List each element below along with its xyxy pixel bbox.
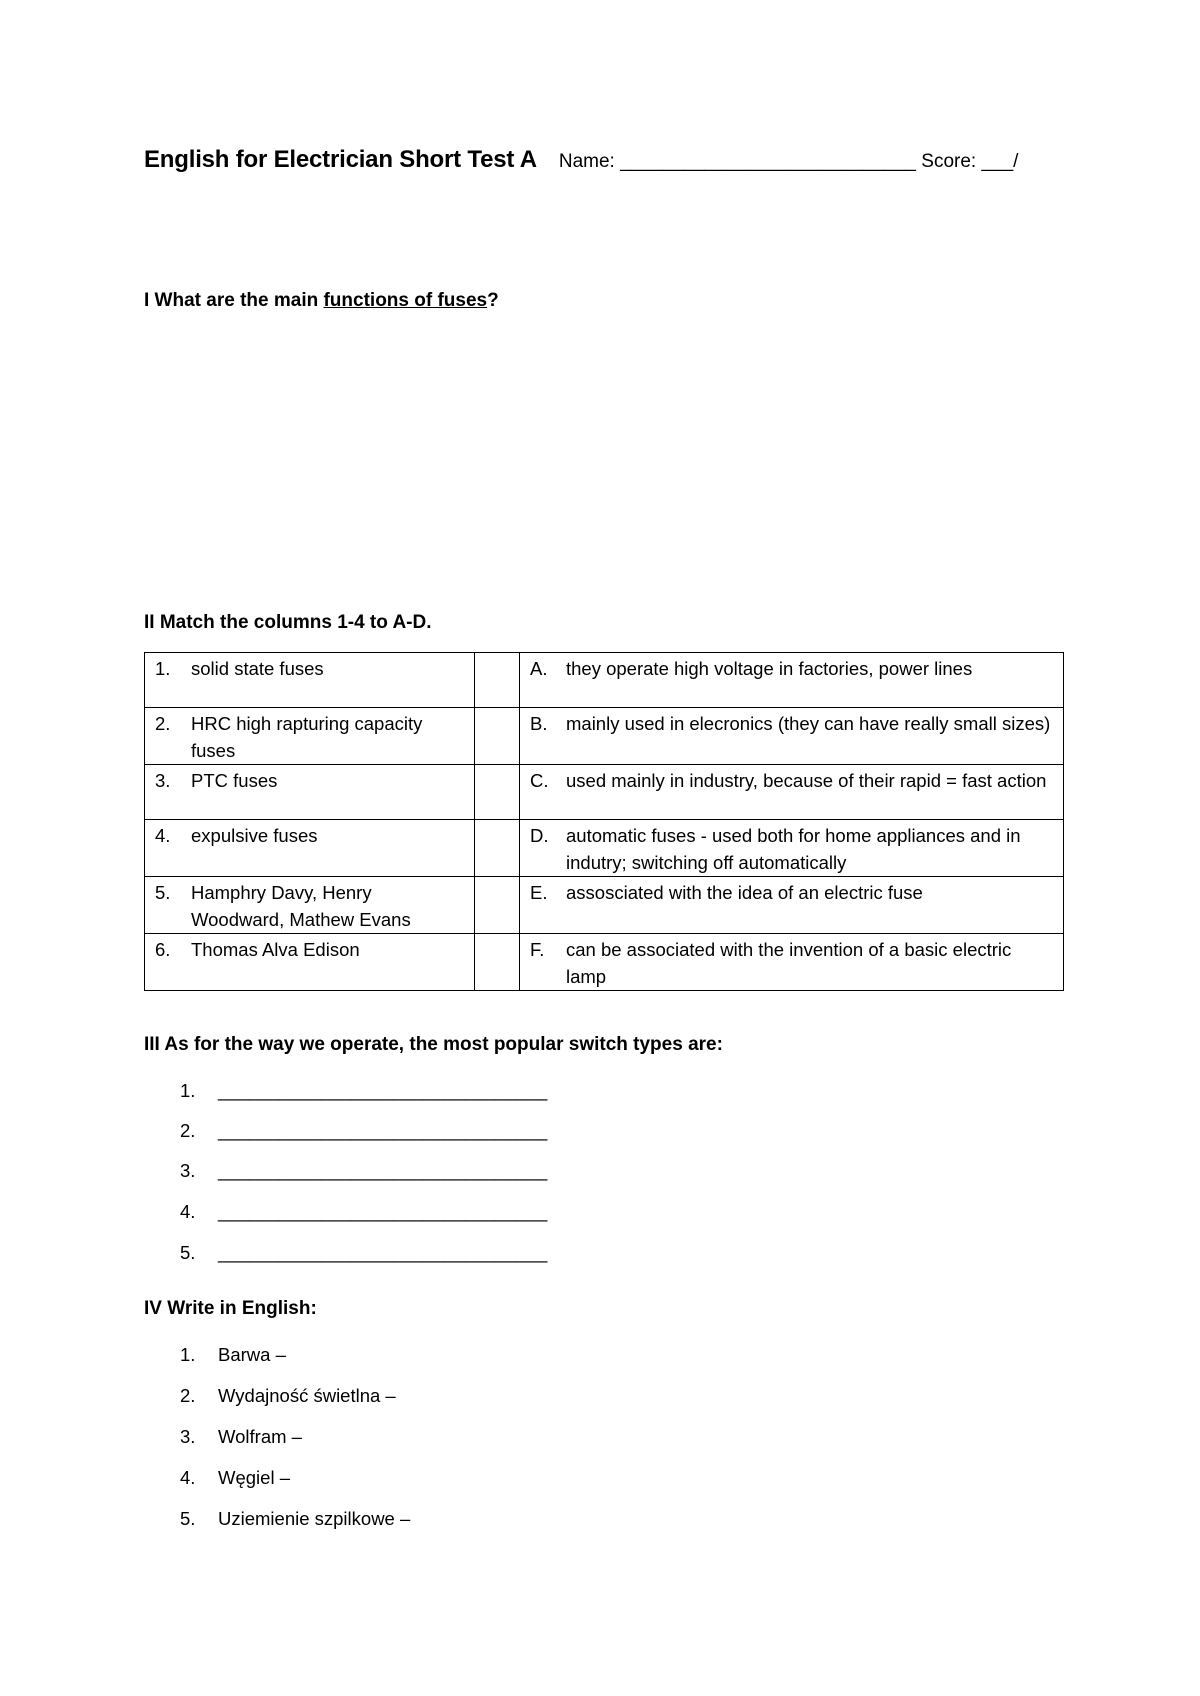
answer-blank: ________________________________ (218, 1242, 548, 1263)
row-number: 6. (155, 939, 171, 960)
answer-cell[interactable] (475, 934, 520, 991)
row-letter: B. (530, 713, 548, 734)
row-definition: assosciated with the idea of an electric fuse (566, 882, 923, 903)
answer-cell[interactable] (475, 765, 520, 820)
row-number: 5. (155, 882, 171, 903)
list-item[interactable] (180, 1080, 547, 1102)
answer-blank: ________________________________ (218, 1201, 548, 1222)
test-header (144, 146, 1018, 174)
list-item[interactable] (180, 1242, 547, 1264)
item-number: 4. (180, 1201, 196, 1222)
name-score-line: Name: ____________________________ Score: ___/ (558, 151, 1019, 172)
list-item[interactable] (180, 1120, 547, 1142)
matching-table (144, 652, 1064, 991)
row-term: expulsive fuses (191, 825, 318, 846)
item-number: 5. (180, 1508, 196, 1529)
row-number: 1. (155, 658, 171, 679)
item-number: 4. (180, 1467, 196, 1488)
row-letter: C. (530, 770, 549, 791)
row-number: 3. (155, 770, 171, 791)
answer-cell[interactable] (475, 708, 520, 765)
answer-cell[interactable] (475, 653, 520, 708)
row-definition: used mainly in industry, because of their rapid = fast action (566, 770, 1047, 791)
answer-blank: ________________________________ (218, 1160, 548, 1181)
row-letter: A. (530, 658, 548, 679)
section-1-suffix: ? (487, 290, 499, 311)
table-row (145, 653, 1064, 708)
answer-blank: ________________________________ (218, 1120, 548, 1141)
answer-blank: ________________________________ (218, 1080, 548, 1101)
row-definition: they operate high voltage in factories, power lines (566, 658, 973, 679)
item-text: Barwa – (218, 1344, 286, 1365)
item-number: 1. (180, 1080, 196, 1101)
table-row (145, 877, 1064, 934)
item-number: 1. (180, 1344, 196, 1365)
row-term: PTC fuses (191, 770, 278, 791)
list-item[interactable] (180, 1201, 547, 1223)
row-number: 4. (155, 825, 171, 846)
row-term: HRC high rapturing capacity fuses (191, 713, 423, 761)
section-1-heading (144, 290, 499, 312)
item-number: 3. (180, 1160, 196, 1181)
section-1-underlined: functions of fuses (323, 290, 488, 311)
item-text: Wolfram – (218, 1426, 302, 1447)
row-term: Thomas Alva Edison (191, 939, 360, 960)
row-term: Hamphry Davy, Henry Woodward, Mathew Evans (191, 882, 411, 930)
row-number: 2. (155, 713, 171, 734)
table-row (145, 934, 1064, 991)
row-term: solid state fuses (191, 658, 324, 679)
list-item[interactable] (180, 1160, 547, 1182)
table-row (145, 820, 1064, 877)
item-number: 5. (180, 1242, 196, 1263)
row-definition: automatic fuses - used both for home appliances and in indutry; switching off automatically (566, 825, 1021, 873)
section-1-prefix: I What are the main (144, 290, 324, 311)
row-letter: E. (530, 882, 548, 903)
row-definition: can be associated with the invention of a basic electric lamp (566, 939, 1012, 987)
table-row (145, 708, 1064, 765)
section-4-heading: IV Write in English: (144, 1298, 317, 1319)
item-text: Uziemienie szpilkowe – (218, 1508, 411, 1529)
item-number: 2. (180, 1120, 196, 1141)
list-item (180, 1508, 410, 1530)
item-number: 3. (180, 1426, 196, 1447)
row-definition: mainly used in elecronics (they can have really small sizes) (566, 713, 1051, 734)
list-item (180, 1426, 302, 1448)
list-item (180, 1467, 290, 1489)
row-letter: F. (530, 939, 545, 960)
answer-cell[interactable] (475, 877, 520, 934)
list-item (180, 1385, 396, 1407)
item-text: Węgiel – (218, 1467, 290, 1488)
section-2-heading: II Match the columns 1-4 to A-D. (144, 612, 432, 633)
list-item (180, 1344, 286, 1366)
item-text: Wydajność świetlna – (218, 1385, 396, 1406)
test-title: English for Electrician Short Test A (144, 146, 537, 173)
answer-cell[interactable] (475, 820, 520, 877)
item-number: 2. (180, 1385, 196, 1406)
row-letter: D. (530, 825, 549, 846)
table-row (145, 765, 1064, 820)
section-3-heading: III As for the way we operate, the most popular switch types are: (144, 1034, 723, 1055)
